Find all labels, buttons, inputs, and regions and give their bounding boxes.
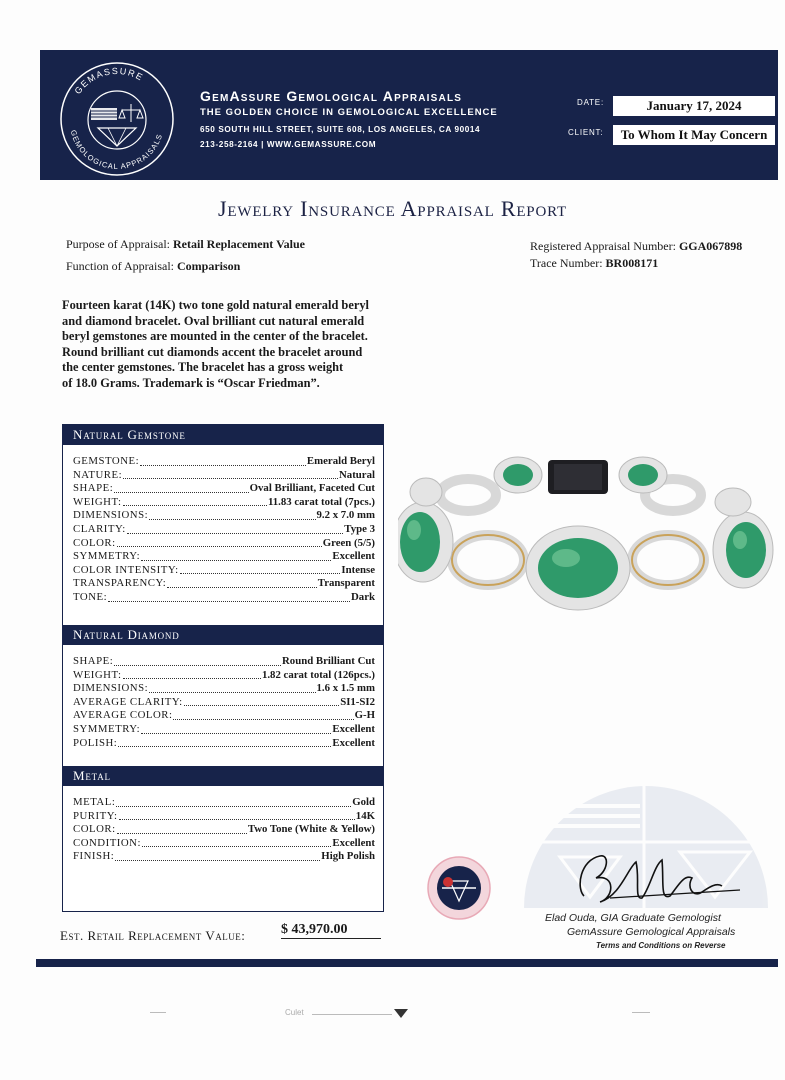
certification-seal-icon [426,855,492,921]
client-value: To Whom It May Concern [613,125,775,145]
spec-row: SHAPE: Oval Brilliant, Faceted Cut [73,482,375,495]
spec-row: SYMMETRY: Excellent [73,550,375,563]
footer-bar [36,959,778,967]
appraiser-organization: GemAssure Gemological Appraisals [567,926,736,938]
trace-number: Trace Number: BR008171 [530,256,659,270]
specifications-panel [62,424,384,912]
estimate-label: Est. Retail Replacement Value: [60,928,246,943]
spec-row: COLOR: Two Tone (White & Yellow) [73,823,375,836]
gemstone-section-header: Natural Gemstone [63,425,383,445]
estimate-value: $ 43,970.00 [281,922,381,939]
appraiser-signature [570,848,750,910]
scan-mark [632,1012,650,1013]
client-label: CLIENT: [568,128,604,137]
svg-text:GEMASSURE: GEMASSURE [72,65,146,97]
spec-row: GEMSTONE: Emerald Beryl [73,455,375,467]
company-name: GemAssure Gemological Appraisals [200,88,463,104]
function-of-appraisal: Function of Appraisal: Comparison [66,259,241,273]
scan-line [312,1014,392,1015]
svg-text:GEMOLOGICAL APPRAISALS: GEMOLOGICAL APPRAISALS [68,128,165,172]
spec-row: AVERAGE CLARITY: SI1-SI2 [73,695,375,708]
company-address: 650 SOUTH HILL STREET, SUITE 608, LOS ANGELES, CA 90014 [200,125,481,134]
diamond-section-header: Natural Diamond [63,625,383,645]
registered-number: Registered Appraisal Number: GGA067898 [530,239,743,253]
triangle-down-icon [394,1009,408,1019]
description-line: and diamond bracelet. Oval brilliant cut natural emerald [62,313,365,328]
spec-row: DIMENSIONS: 9.2 x 7.0 mm [73,509,375,522]
spec-row: CLARITY: Type 3 [73,523,375,535]
faint-footer-text: Culet [285,1008,304,1017]
spec-row: CONDITION: Excellent [73,836,375,849]
gemassure-logo [58,60,176,178]
description-line: Fourteen karat (14K) two tone gold natural emerald beryl [62,298,369,312]
date-label: DATE: [577,98,604,107]
appraiser-name: Elad Ouda, GIA Graduate Gemologist [545,912,721,924]
spec-row: WEIGHT: 1.82 carat total (126pcs.) [73,668,375,681]
bracelet-photo [398,450,778,620]
company-contact: 213-258-2164 | WWW.GEMASSURE.COM [200,140,377,149]
description-line: the center gemstones. The bracelet has a gross weight [62,360,344,375]
spec-row: AVERAGE COLOR: G-H [73,709,375,722]
scan-mark [150,1012,166,1013]
spec-row: TRANSPARENCY: Transparent [73,577,375,590]
metal-section-header: Metal [63,766,383,786]
spec-row: COLOR: Green (5/5) [73,536,375,549]
description-line: of 18.0 Grams. Trademark is “Oscar Friedman”. [62,375,320,390]
company-tagline: THE GOLDEN CHOICE IN GEMOLOGICAL EXCELLENCE [200,107,498,118]
spec-row: PURITY: 14K [73,809,375,822]
description-line: Round brilliant cut diamonds accent the bracelet around [62,344,363,359]
spec-row: SHAPE: Round Brilliant Cut [73,655,375,667]
date-value: January 17, 2024 [613,96,775,116]
spec-row: DIMENSIONS: 1.6 x 1.5 mm [73,682,375,695]
purpose-of-appraisal: Purpose of Appraisal: Retail Replacement Value [66,237,305,251]
report-title: Jewelry Insurance Appraisal Report [218,196,567,221]
description-line: beryl gemstones are mounted in the center of the bracelet. [62,329,368,344]
spec-row: WEIGHT: 11.83 carat total (7pcs.) [73,495,375,508]
spec-row: FINISH: High Polish [73,850,375,863]
spec-row: POLISH: Excellent [73,736,375,749]
spec-row: COLOR INTENSITY: Intense [73,563,375,576]
spec-row: NATURE: Natural [73,468,375,481]
terms-note: Terms and Conditions on Reverse [596,941,726,950]
item-description [62,298,407,392]
spec-row: SYMMETRY: Excellent [73,723,375,735]
spec-row: TONE: Dark [73,591,375,603]
spec-row: METAL: Gold [73,796,375,808]
